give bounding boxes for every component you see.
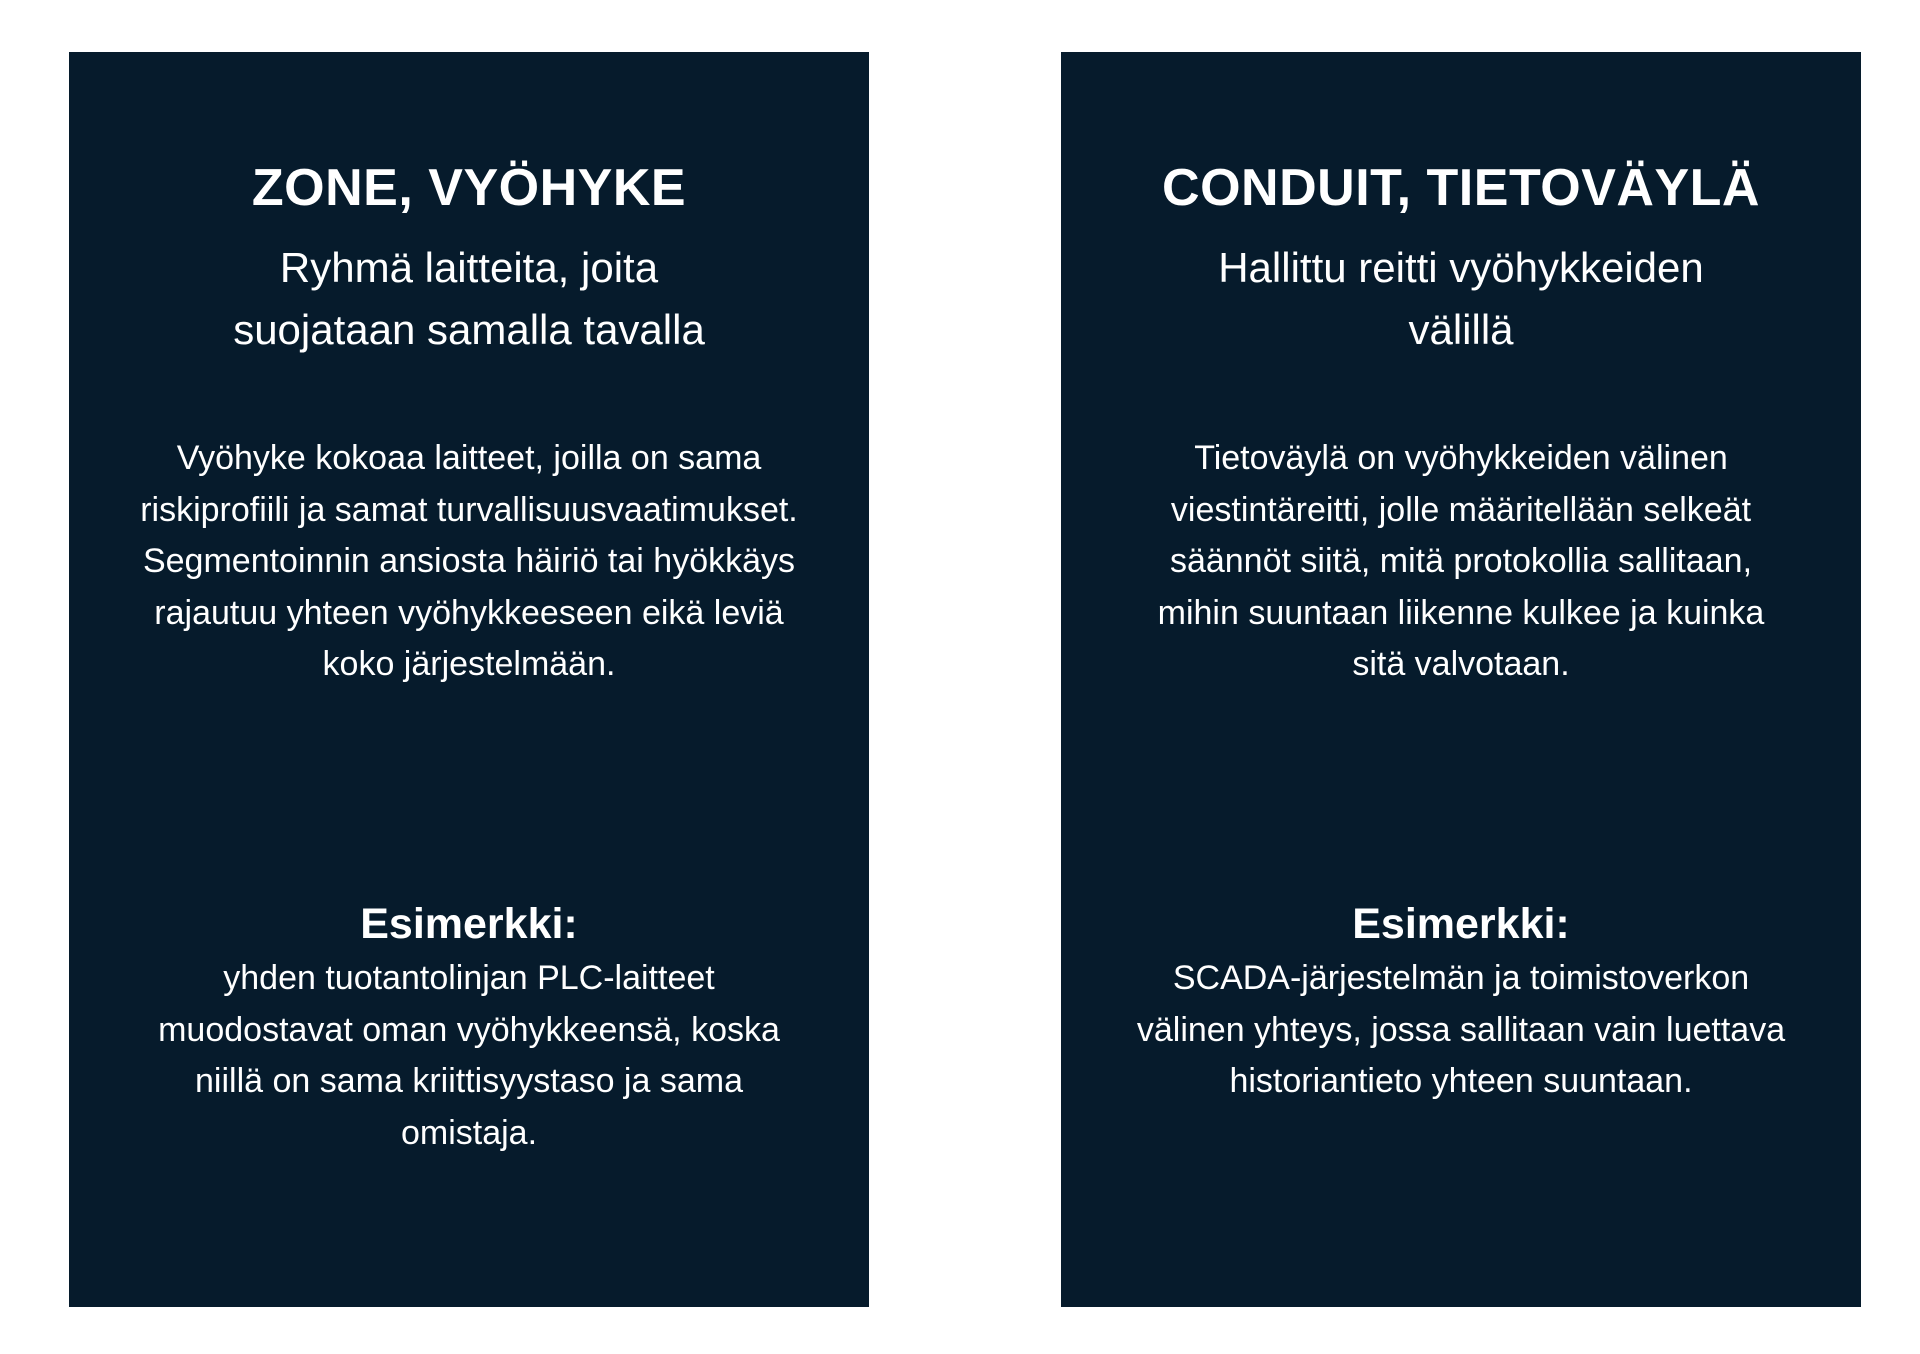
zone-card-subtitle: Ryhmä laitteita, joita suojataan samalla tavalla — [233, 244, 705, 353]
conduit-example-heading: Esimerkki: — [1352, 900, 1570, 948]
zone-card-description: Vyöhyke kokoaa laitteet, joilla on sama riskiprofiili ja samat turvallisuusvaatimukset. Segmentoinnin ansiosta häiriö tai hyökkäys rajautuu yhteen vyöhykkeeseen eikä leviä koko järjestelmään. — [140, 439, 798, 683]
conduit-card — [1061, 52, 1861, 1307]
conduit-example-text: SCADA-järjestelmän ja toimistoverkon välinen yhteys, jossa sallitaan vain luettava historiantieto yhteen suuntaan. — [1136, 959, 1786, 1100]
zone-card-title: ZONE, VYÖHYKE — [251, 159, 687, 217]
conduit-card-subtitle: Hallittu reitti vyöhykkeiden välillä — [1218, 244, 1704, 353]
zone-card — [69, 52, 869, 1307]
conduit-card-description: Tietoväylä on vyöhykkeiden välinen viestintäreitti, jolle määritellään selkeät säännöt siitä, mitä protokollia sallitaan, mihin suuntaan liikenne kulkee ja kuinka sitä valvotaan. — [1157, 439, 1765, 683]
zone-example-text: yhden tuotantolinjan PLC-laitteet muodostavat oman vyöhykkeensä, koska niillä on sama kriittisyystaso ja sama omistaja. — [158, 959, 780, 1152]
conduit-card-title: CONDUIT, TIETOVÄYLÄ — [1162, 159, 1760, 217]
zone-example-heading: Esimerkki: — [360, 900, 578, 948]
